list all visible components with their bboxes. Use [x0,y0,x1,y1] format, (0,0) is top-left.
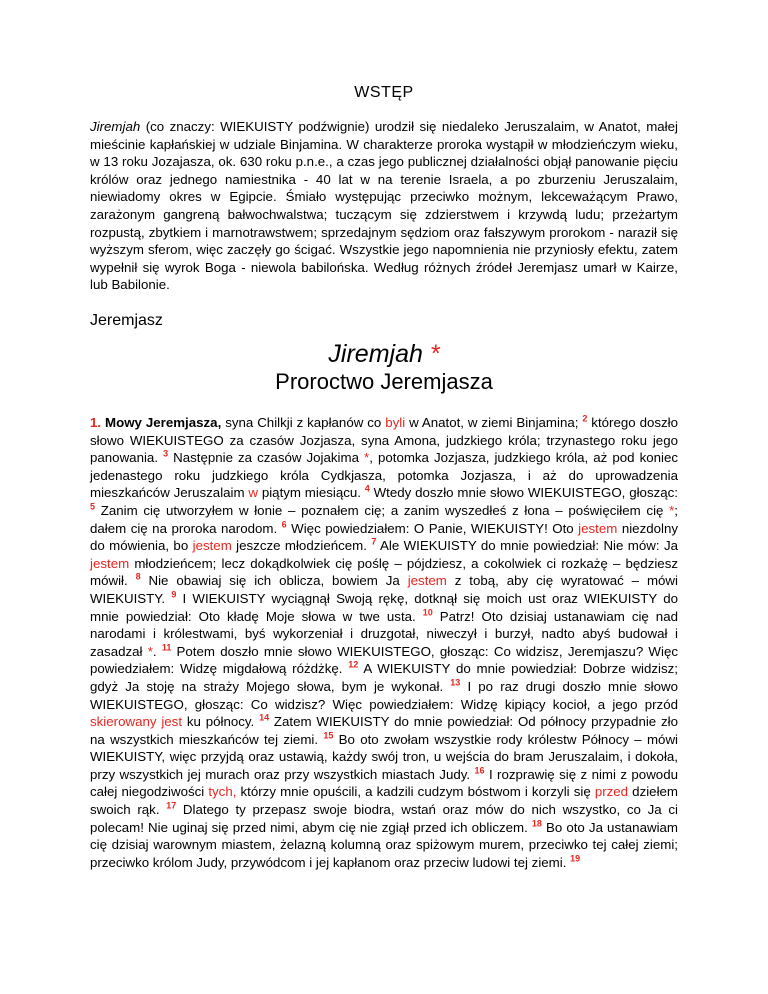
intro-paragraph [90,118,678,294]
verse-number: 8 [135,571,141,582]
verse-number: 17 [166,800,177,811]
verse-text: ku północy. [182,714,260,730]
highlighted-word: * [364,450,370,466]
verse-number: 3 [163,448,169,459]
verse-number: 16 [474,765,485,776]
verse-text: piątym miesiącu. [258,485,365,501]
verse-number: 15 [323,730,334,741]
highlighted-word: w [248,485,258,501]
highlighted-word: jestem [578,520,618,536]
chapter-number: 1. [90,415,102,430]
verse-text: Dlatego ty przepasz swoje biodra, wstań oraz mów do nich wszystko, co Ja ci polecam! Nie uginaj się przed nimi, abym cię nie zgiął przed ich obliczem. [90,802,678,835]
verse-number: 18 [531,818,542,829]
intro-text: (co znaczy: WIEKUISTY podźwignie) urodził się niedaleko Jeruszalaim, w Anatot, małej mieścinie kapłańskiej w udziale Binjamina. W charakterze proroka wystąpił w młodzieńczym wieku, w 13 roku Jozajasza, ok. 630 roku p.n.e., a czas jego publicznej działalności objął panowanie pięciu królów oraz jednego namiestnika - 40 lat w na terenie Israela, a po zburzeniu Jeruszalaim, niewiadomy okres w Egipcie. Śmiało występując przeciwko możnym, lekceważącym Prawo, zarażonym gangreną bałwochwalstwa; tuczącym się zdzierstwem i krzywdą ludu; przeżartym rozpustą, zbytkiem i marnotrawstwem; sprzedajnym sędziom oraz fałszywym prorokom - naraził się wyższym sferom, więc zaczęły go ścigać. Wszystkie jego napomnienia nie przyniosły efektu, zatem wypełnił się wyrok Boga - niewola babilońska. Według różnych źródeł Jeremjasz umarł w Kairze, lub Babilonie. [90,119,678,293]
verse-text: syna Chilkji z kapłanów co [221,415,386,430]
verse-text: którzy mnie opuścili, a kadzili cudzym bóstwom i korzyli się [236,784,595,800]
book-subtitle: Proroctwo Jeremjasza [275,369,493,394]
verse-text: I WIEKUISTY wyciągnął Swoją rękę, dotknął się moich ust oraz WIEKUISTY do mnie powiedział: Oto kładę Moje słowa w twe usta. [90,590,678,624]
intro-name: Jiremjah [90,119,141,134]
verse-text: Wtedy doszło mnie słowo WIEKUISTEGO, głosząc: [369,485,678,501]
intro-heading: WSTĘP [354,84,414,101]
verse-text: Nie obawiaj się ich oblicza, bowiem Ja [140,573,408,589]
verse-text: z tobą, aby cię wyratować – mówi WIEKUISTY. [90,573,678,606]
highlighted-word: jestem [407,573,447,589]
highlighted-word: * [147,643,153,659]
verse-text: Zanim cię utworzyłem w łonie – poznałem cię; a zanim wyszedłeś z łona – poświęciłem cię [95,502,670,518]
verse-text: Patrz! Oto dzisiaj ustanawiam cię nad narodami i królestwami, byś wykorzeniał i druzgotał, niweczył i burzył, nadto abyś budował i zasadzał [90,608,678,659]
verse-text: w Anatot, w ziemi Binjamina; [405,415,583,430]
chapter-text [90,414,678,871]
verse-text: A WIEKUISTY do mnie powiedział: Dobrze widzisz; gdyż Ja stoję na straży Mojego słowa, bym je wykonał. [90,661,678,694]
highlighted-word: tych, [208,784,237,800]
verse-number: 9 [171,589,177,600]
highlighted-word: jestem [90,555,130,571]
verse-number: 7 [371,536,377,547]
verse-text: młodzieńcem; lecz dokądkolwiek cię poślę – pójdziesz, a cokolwiek ci rozkażę – będziesz mówił. [90,555,678,589]
book-title-text: Jiremjah [328,340,423,368]
verse-text: dziełem swoich rąk. [90,784,678,818]
verse-text: ; dałem cię na proroka narodom. [90,502,678,536]
verse-text: Potem doszło mnie słowo WIEKUISTEGO, głosząc: Co widzisz, Jeremjaszu? Więc powiedziałem: Widzę migdałową różdżkę. [90,643,678,677]
highlighted-word: jestem [192,538,232,554]
verse-text: Mowy Jeremjasza, [105,415,222,430]
verse-number: 5 [90,501,96,512]
verse-text: I rozprawię się z nimi z powodu całej niegodziwości [90,766,678,800]
verse-text: Zatem WIEKUISTY do mnie powiedział: Od północy przypadnie zło na wszystkich mieszkańców tej ziemi. [90,714,679,747]
verse-number: 6 [281,519,287,530]
verse-text: I po raz drugi doszło mnie słowo WIEKUISTEGO, głosząc: Co widzisz? Więc powiedziałem: Widzę kipiący kocioł, a jego przód [90,678,679,712]
verse-text: , potomka Jozjasza, judzkiego króla, aż pod koniec jedenastego roku judzkiego króla Cydkjasza, potomka Jozjasza, i aż do uprowadzenia mieszkańców Jeruszalaim [90,450,679,501]
verse-number: 14 [259,712,270,723]
verse-text: Bo oto Ja ustanawiam cię dzisiaj warownym miastem, żelazną kolumną oraz spiżowym murem, przeciwko tej całej ziemi; przeciwko królom Judy, przywódcom i jej kapłanom oraz przeciw ludowi tej ziemi. [90,819,678,870]
highlighted-word: byli [385,415,406,430]
verse-number: 2 [582,413,588,424]
book-title [90,340,678,368]
verse-text: niezdolny do mówienia, bo [90,520,679,554]
highlighted-word: przed [594,784,629,800]
verse-number: 13 [450,677,461,688]
verse-number: 11 [161,642,172,653]
verse-text: Bo oto zwołam wszystkie rody królestw Północy – mówi WIEKUISTY, więc przyjdą oraz ustawią, każdy swój tron, u wejścia do bram Jeruszalaim, i dokoła, przy wszystkich jej murach oraz przy wszystkich miastach Judy. [90,731,679,782]
verse-text: Więc powiedziałem: O Panie, WIEKUISTY! Oto [286,520,579,536]
verse-text: . [152,643,162,659]
verse-text: jeszcze młodzieńcem. [231,538,372,554]
verse-number: 19 [570,853,581,864]
verse-text: którego doszło słowo WIEKUISTEGO za czasów Jozjasza, syna Amona, judzkiego króla; trzynastego roku jego panowania. [90,415,679,466]
verse-text: Ale WIEKUISTY do mnie powiedział: Nie mów: Ja [376,538,678,554]
section-label: Jeremjasz [90,312,163,329]
book-title-footnote-mark: * [422,340,440,368]
highlighted-word: skierowany jest [90,714,183,730]
verse-number: 10 [422,607,433,618]
verse-number: 12 [348,659,359,670]
verse-number: 4 [364,483,370,494]
verse-text: Następnie za czasów Jojakima [168,450,365,466]
highlighted-word: * [669,502,675,518]
